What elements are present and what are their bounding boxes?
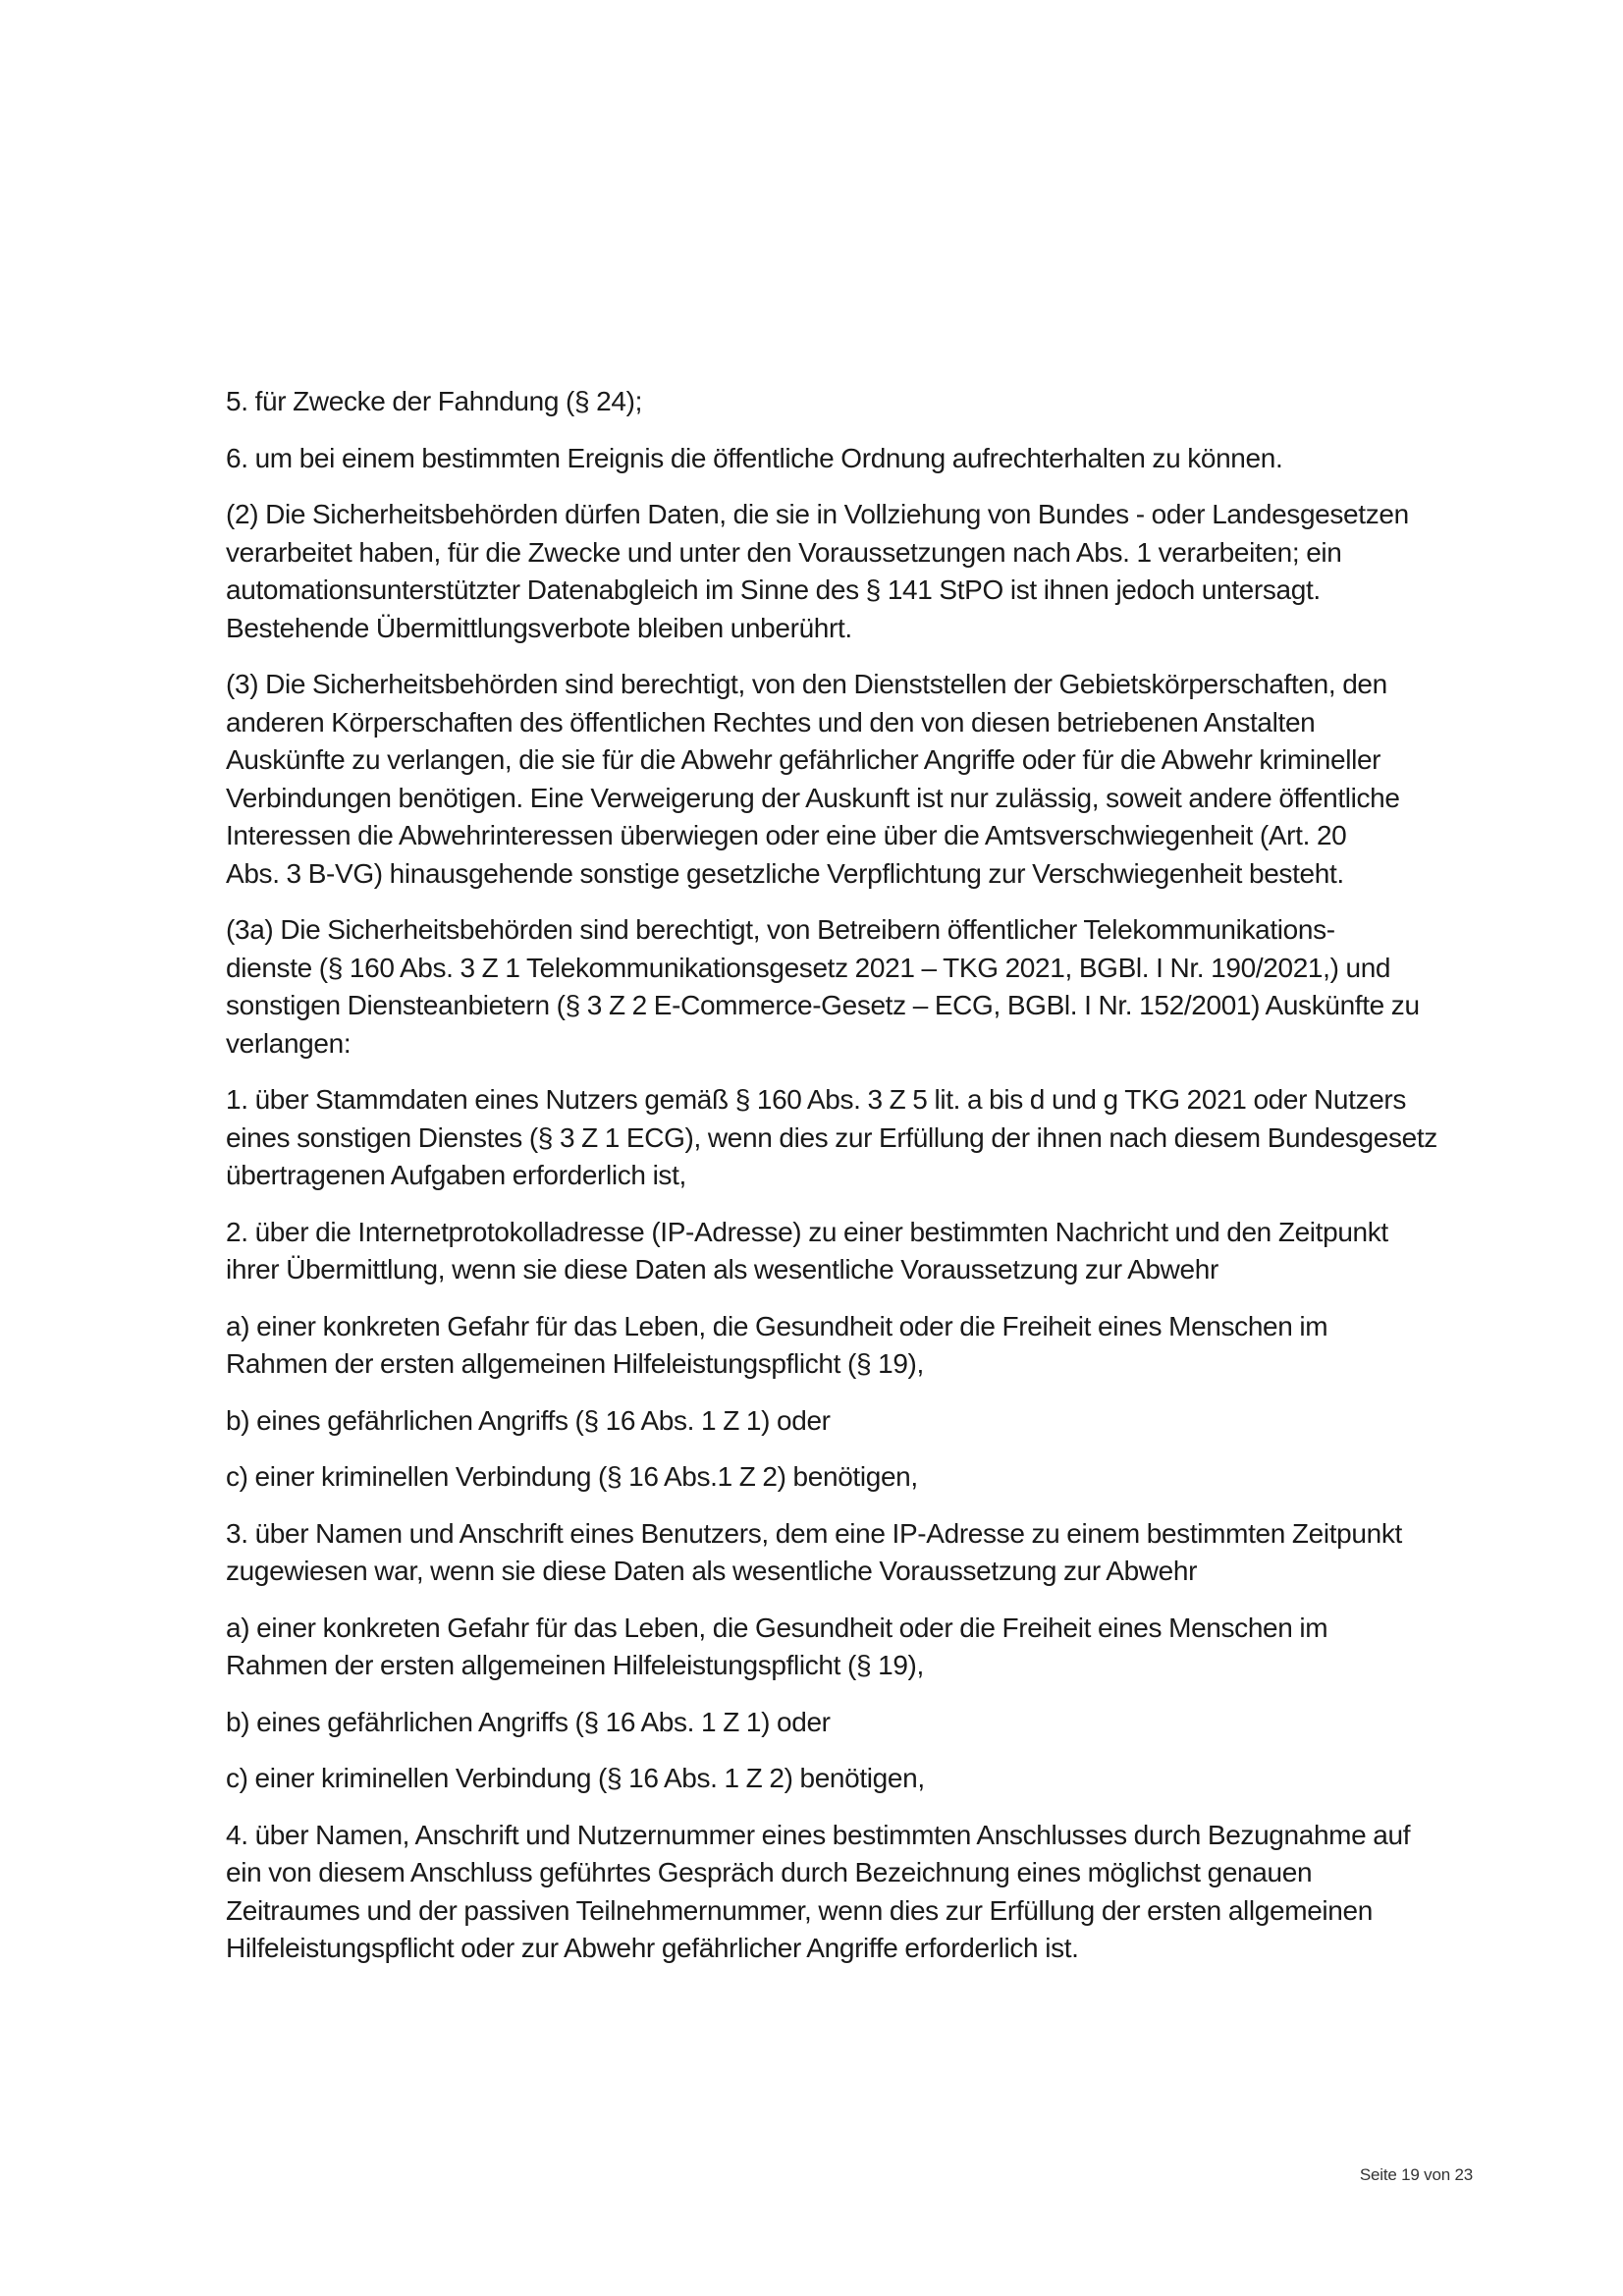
paragraph-line: (2) Die Sicherheitsbehörden dürfen Daten, die sie in Vollziehung von Bundes - oder Landesgesetzen [226,499,1409,529]
paragraph-line: 4. über Namen, Anschrift und Nutzernummer eines bestimmten Anschlusses durch Bezugnahme auf [226,1819,1411,1850]
paragraph-line: b) eines gefährlichen Angriffs (§ 16 Abs. 1 Z 1) oder [226,1404,831,1436]
paragraph-line: 5. für Zwecke der Fahndung (§ 24); [226,386,642,416]
paragraph [226,1458,1502,1497]
paragraph-line: anderen Körperschaften des öffentlichen Rechtes und den von diesen betriebenen Anstalten [226,706,1316,738]
paragraph-line: ihrer Übermittlung, wenn sie diese Daten als wesentliche Voraussetzung zur Abwehr [226,1254,1218,1285]
paragraph [226,1610,1502,1685]
paragraph-line: Abs. 3 B-VG) hinausgehende sonstige gesetzliche Verpflichtung zur Verschwiegenheit besteht. [226,857,1344,889]
paragraph-line: b) eines gefährlichen Angriffs (§ 16 Abs. 1 Z 1) oder [226,1706,831,1737]
document-body [226,383,1502,1987]
paragraph-line: übertragenen Aufgaben erforderlich ist, [226,1160,686,1190]
paragraph-line: a) einer konkreten Gefahr für das Leben, die Gesundheit oder die Freiheit eines Menschen im [226,1310,1328,1341]
paragraph-line: c) einer kriminellen Verbindung (§ 16 Abs.1 Z 2) benötigen, [226,1461,918,1492]
paragraph [226,1515,1502,1591]
paragraph-line: 6. um bei einem bestimmten Ereignis die öffentliche Ordnung aufrechterhalten zu können. [226,442,1283,473]
paragraph-line: Verbindungen benötigen. Eine Verweigerung der Auskunft ist nur zulässig, soweit andere öffentliche [226,782,1400,813]
paragraph-line: (3) Die Sicherheitsbehörden sind berechtigt, von den Dienststellen der Gebietskörperschaften, den [226,669,1387,699]
page-number: Seite 19 von 23 [1359,2165,1473,2184]
paragraph [226,1081,1502,1195]
paragraph [226,911,1502,1063]
paragraph [226,666,1502,893]
paragraph [226,1704,1502,1742]
paragraph [226,496,1502,647]
paragraph-line: eines sonstigen Dienstes (§ 3 Z 1 ECG), wenn dies zur Erfüllung der ihnen nach diesem Bundesgesetz [226,1121,1437,1153]
paragraph-line: 3. über Namen und Anschrift eines Benutzers, dem eine IP-Adresse zu einem bestimmten Zeitpunkt [226,1517,1402,1549]
paragraph-line: verarbeitet haben, für die Zwecke und unter den Voraussetzungen nach Abs. 1 verarbeiten; ein [226,536,1342,568]
paragraph [226,1214,1502,1289]
paragraph-line: a) einer konkreten Gefahr für das Leben, die Gesundheit oder die Freiheit eines Menschen im [226,1612,1328,1643]
paragraph-line: Interessen die Abwehrinteressen überwiegen oder eine über die Amtsverschwiegenheit (Art. 20 [226,820,1347,850]
paragraph-line: Rahmen der ersten allgemeinen Hilfeleistungspflicht (§ 19), [226,1650,924,1680]
paragraph-line: Rahmen der ersten allgemeinen Hilfeleistungspflicht (§ 19), [226,1348,924,1379]
paragraph [226,1817,1502,1968]
paragraph-line: 1. über Stammdaten eines Nutzers gemäß § 160 Abs. 3 Z 5 lit. a bis d und g TKG 2021 oder Nutzers [226,1084,1407,1115]
paragraph-line: dienste (§ 160 Abs. 3 Z 1 Telekommunikationsgesetz 2021 – TKG 2021, BGBl. I Nr. 190/2021,) und [226,952,1391,983]
paragraph-line: automationsunterstützter Datenabgleich im Sinne des § 141 StPO ist ihnen jedoch untersagt. [226,574,1321,605]
paragraph-line: Hilfeleistungspflicht oder zur Abwehr gefährlicher Angriffe erforderlich ist. [226,1933,1079,1963]
paragraph-line: verlangen: [226,1027,352,1059]
paragraph [226,1760,1502,1798]
paragraph-line: Auskünfte zu verlangen, die sie für die Abwehr gefährlicher Angriffe oder für die Abwehr krimineller [226,744,1381,775]
paragraph-line: ein von diesem Anschluss geführtes Gespräch durch Bezeichnung eines möglichst genauen [226,1857,1313,1887]
paragraph-line: c) einer kriminellen Verbindung (§ 16 Abs. 1 Z 2) benötigen, [226,1763,925,1793]
paragraph-line: Bestehende Übermittlungsverbote bleiben unberührt. [226,612,852,643]
paragraph [226,1308,1502,1384]
paragraph-line: sonstigen Diensteanbietern (§ 3 Z 2 E-Commerce-Gesetz – ECG, BGBl. I Nr. 152/2001) Auskünfte zu [226,990,1420,1020]
paragraph [226,383,1502,421]
paragraph-line: Zeitraumes und der passiven Teilnehmernummer, wenn dies zur Erfüllung der ersten allgemeinen [226,1894,1373,1926]
paragraph [226,440,1502,478]
paragraph-line: 2. über die Internetprotokolladresse (IP-Adresse) zu einer bestimmten Nachricht und den Zeitpunkt [226,1216,1388,1247]
paragraph-line: (3a) Die Sicherheitsbehörden sind berechtigt, von Betreibern öffentlicher Telekommunikations- [226,914,1335,945]
paragraph [226,1402,1502,1441]
paragraph-line: zugewiesen war, wenn sie diese Daten als wesentliche Voraussetzung zur Abwehr [226,1556,1198,1586]
